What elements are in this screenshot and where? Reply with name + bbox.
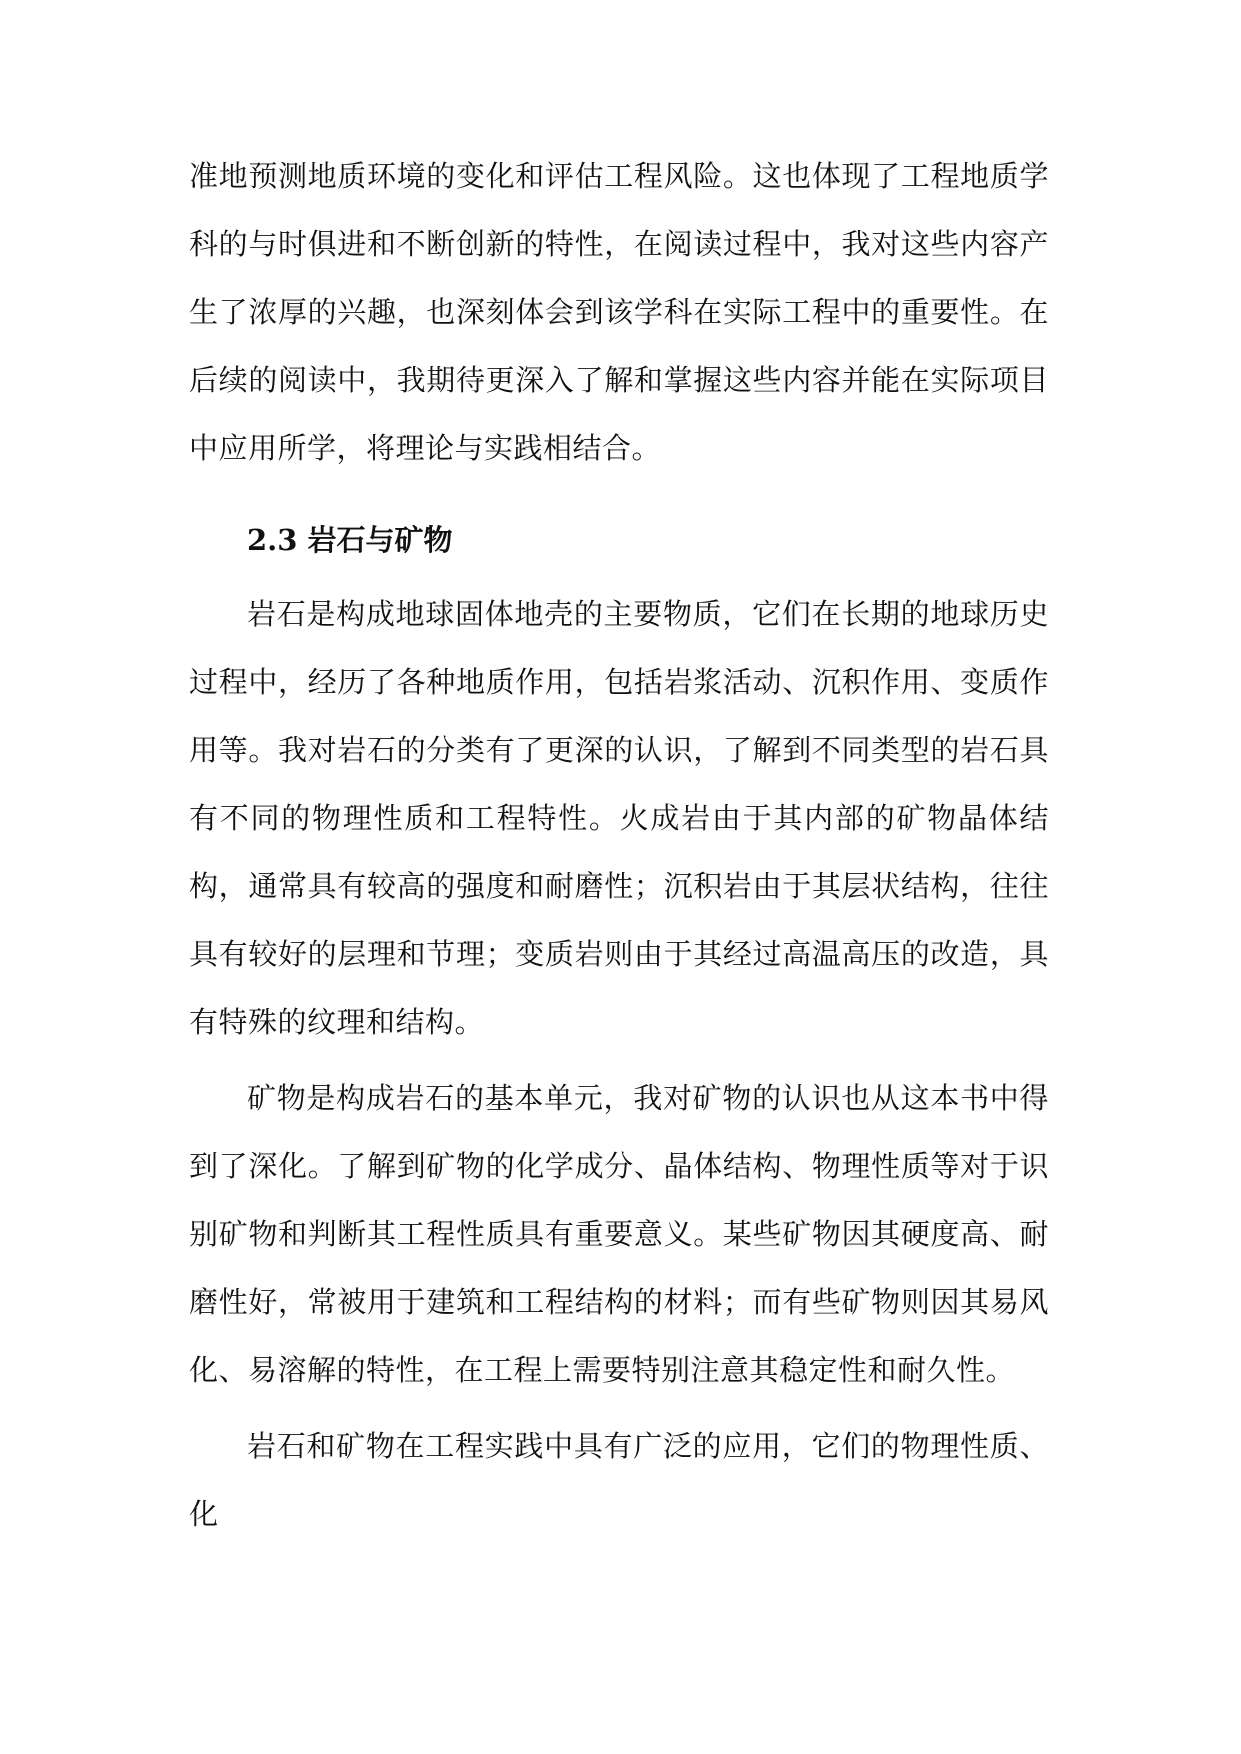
paragraph-minerals: 矿物是构成岩石的基本单元，我对矿物的认识也从这本书中得到了深化。了解到矿物的化学成分、晶体结构、物理性质等对于识别矿物和判断其工程性质具有重要意义。某些矿物因其硬度高、耐磨性好，常被用于建筑和工程结构的材料；而有些矿物则因其易风化、易溶解的特性，在工程上需要特别注意其稳定性和耐久性。 (189, 1081, 1049, 1387)
document-body (189, 142, 1049, 1548)
paragraph-continued: 准地预测地质环境的变化和评估工程风险。这也体现了工程地质学科的与时俱进和不断创新的特性，在阅读过程中，我对这些内容产生了浓厚的兴趣，也深刻体会到该学科在实际工程中的重要性。在后续的阅读中，我期待更深入了解和掌握这些内容并能在实际项目中应用所学，将理论与实践相结合。 (189, 159, 1049, 465)
section-heading: 2.3 岩石与矿物 (247, 523, 453, 557)
paragraph-rocks: 岩石是构成地球固体地壳的主要物质，它们在长期的地球历史过程中，经历了各种地质作用，包括岩浆活动、沉积作用、变质作用等。我对岩石的分类有了更深的认识，了解到不同类型的岩石具有不同的物理性质和工程特性。火成岩由于其内部的矿物晶体结构，通常具有较高的强度和耐磨性；沉积岩由于其层状结构，往往具有较好的层理和节理；变质岩则由于其经过高温高压的改造，具有特殊的纹理和结构。 (189, 597, 1049, 1039)
paragraph-applications: 岩石和矿物在工程实践中具有广泛的应用，它们的物理性质、化 (189, 1429, 1049, 1531)
